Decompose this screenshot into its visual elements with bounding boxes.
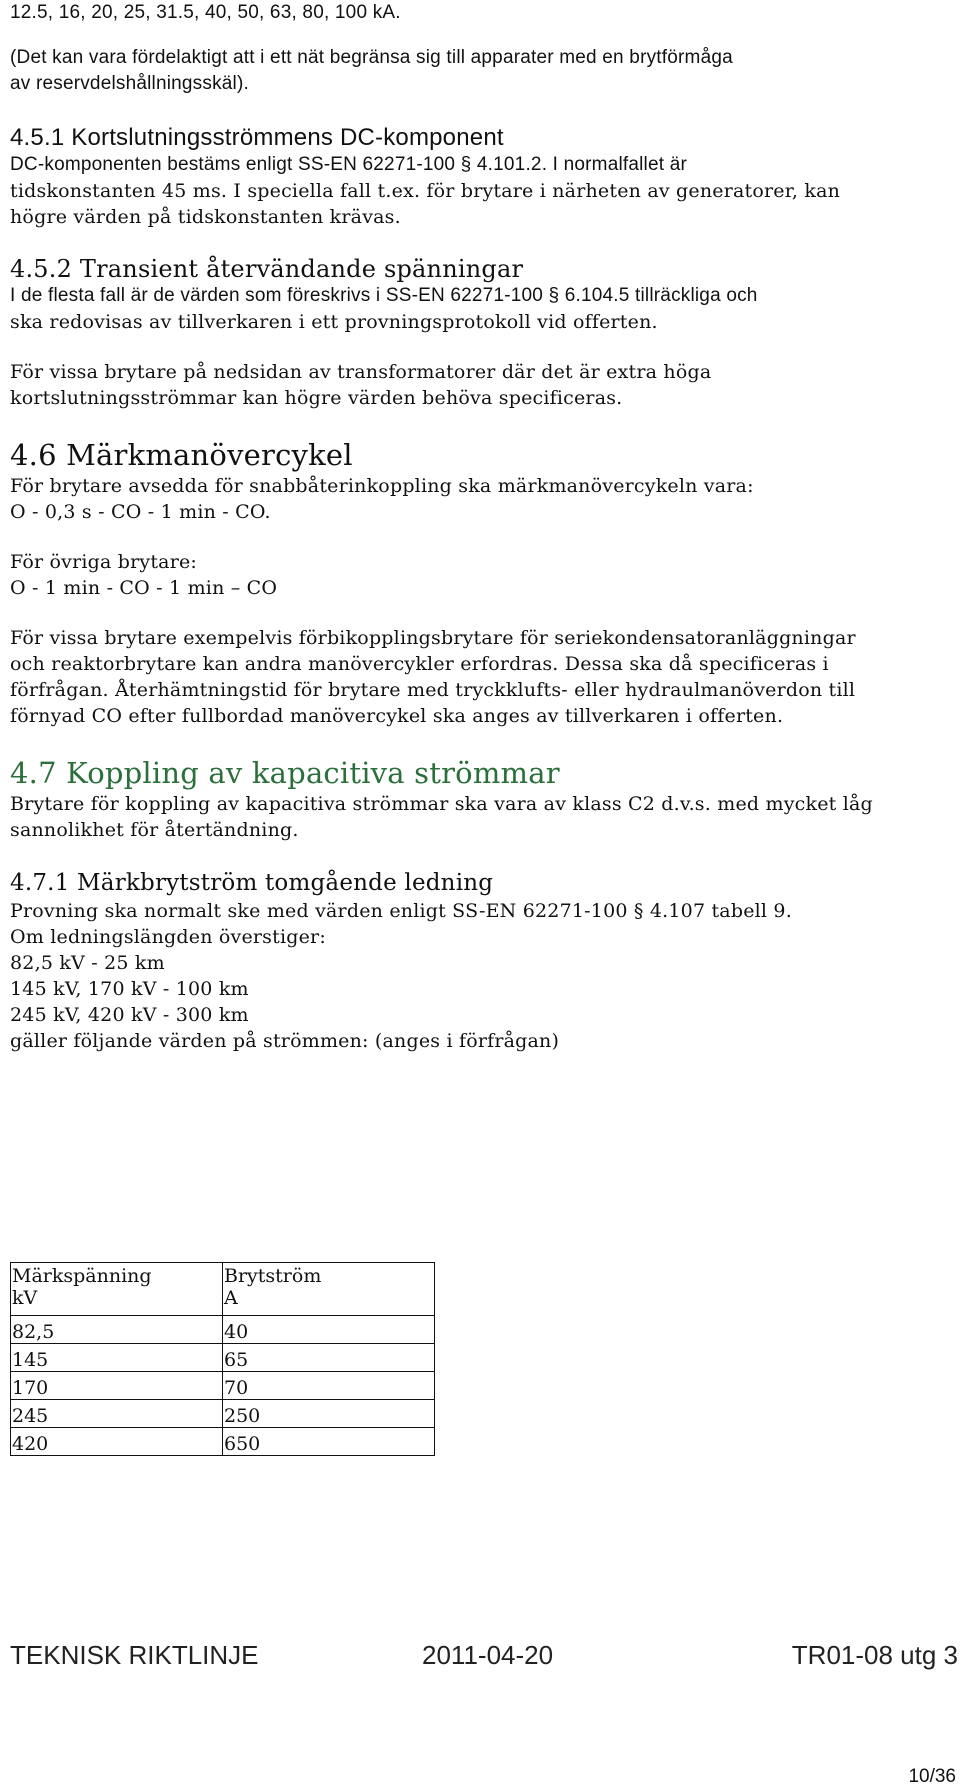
table-header-label: Brytström — [224, 1265, 322, 1287]
paragraph-line: tidskonstanten 45 ms. I speciella fall t.ex. för brytare i närheten av generatorer, kan — [10, 180, 841, 202]
current-table — [10, 1262, 435, 1456]
table-row — [11, 1400, 435, 1428]
table-header-unit: kV — [12, 1287, 38, 1309]
section-heading-4-6: 4.6 Märkmanövercykel — [10, 438, 353, 472]
paragraph-line: För brytare avsedda för snabbåterinkoppling ska märkmanövercykeln vara: — [10, 475, 754, 497]
table-cell: 145 — [11, 1344, 223, 1372]
table-cell: 70 — [223, 1372, 435, 1400]
page-number: 10/36 — [908, 1766, 956, 1787]
paragraph-line: För vissa brytare exempelvis förbikopplingsbrytare för seriekondensatoranläggningar — [10, 627, 856, 649]
paragraph-line: av reservdelshållningsskäl). — [10, 73, 249, 94]
paragraph-line: Brytare för koppling av kapacitiva strömmar ska vara av klass C2 d.v.s. med mycket låg — [10, 793, 873, 815]
paragraph-line: O - 0,3 s - CO - 1 min - CO. — [10, 501, 271, 523]
footer-document-type: TEKNISK RIKTLINJE — [10, 1640, 259, 1670]
table-cell: 65 — [223, 1344, 435, 1372]
paragraph-line: (Det kan vara fördelaktigt att i ett nät begränsa sig till apparater med en brytförmåga — [10, 47, 733, 68]
section-heading-4-7: 4.7 Koppling av kapacitiva strömmar — [10, 756, 560, 790]
paragraph-line: och reaktorbrytare kan andra manövercykler erfordras. Dessa ska då specificeras i — [10, 653, 829, 675]
paragraph-line: 245 kV, 420 kV - 300 km — [10, 1004, 249, 1026]
footer-date: 2011-04-20 — [422, 1640, 554, 1670]
table-header-cell — [11, 1263, 223, 1316]
table-cell: 245 — [11, 1400, 223, 1428]
section-heading-4-5-1: 4.5.1 Kortslutningsströmmens DC-komponent — [10, 124, 504, 151]
paragraph-line: gäller följande värden på strömmen: (anges i förfrågan) — [10, 1030, 560, 1052]
table-cell: 170 — [11, 1372, 223, 1400]
paragraph-line: 12.5, 16, 20, 25, 31.5, 40, 50, 63, 80, 100 kA. — [10, 2, 401, 23]
table-cell: 250 — [223, 1400, 435, 1428]
paragraph-line: högre värden på tidskonstanten krävas. — [10, 206, 401, 228]
paragraph-line: DC-komponenten bestäms enligt SS-EN 62271-100 § 4.101.2. I normalfallet är — [10, 154, 687, 175]
table-cell: 420 — [11, 1428, 223, 1456]
paragraph-line: kortslutningsströmmar kan högre värden behöva specificeras. — [10, 387, 623, 409]
paragraph-line: I de flesta fall är de värden som föreskrivs i SS-EN 62271-100 § 6.104.5 tillräckliga och — [10, 285, 758, 306]
table-header-row — [11, 1263, 435, 1316]
paragraph-line: förnyad CO efter fullbordad manövercykel ska anges av tillverkaren i offerten. — [10, 705, 784, 727]
section-heading-4-5-2: 4.5.2 Transient återvändande spänningar — [10, 255, 524, 283]
table-row — [11, 1372, 435, 1400]
footer-document-id: TR01-08 utg 3 — [791, 1640, 958, 1670]
paragraph-line: Provning ska normalt ske med värden enligt SS-EN 62271-100 § 4.107 tabell 9. — [10, 900, 792, 922]
table-cell: 40 — [223, 1316, 435, 1344]
table-cell: 82,5 — [11, 1316, 223, 1344]
table-header-label: Märkspänning — [12, 1265, 152, 1287]
table-cell: 650 — [223, 1428, 435, 1456]
paragraph-line: förfrågan. Återhämtningstid för brytare med tryckklufts- eller hydraulmanöverdon till — [10, 679, 856, 701]
table-header-cell — [223, 1263, 435, 1316]
paragraph-line: 82,5 kV - 25 km — [10, 952, 165, 974]
table-row — [11, 1344, 435, 1372]
table-row — [11, 1316, 435, 1344]
section-heading-4-7-1: 4.7.1 Märkbrytström tomgående ledning — [10, 870, 494, 896]
table-header-unit: A — [224, 1287, 238, 1309]
paragraph-line: För övriga brytare: — [10, 551, 198, 573]
paragraph-line: O - 1 min - CO - 1 min – CO — [10, 577, 278, 599]
paragraph-line: ska redovisas av tillverkaren i ett provningsprotokoll vid offerten. — [10, 311, 658, 333]
paragraph-line: Om ledningslängden överstiger: — [10, 926, 326, 948]
table-row — [11, 1428, 435, 1456]
paragraph-line: sannolikhet för återtändning. — [10, 819, 299, 841]
paragraph-line: 145 kV, 170 kV - 100 km — [10, 978, 249, 1000]
paragraph-line: För vissa brytare på nedsidan av transformatorer där det är extra höga — [10, 361, 712, 383]
